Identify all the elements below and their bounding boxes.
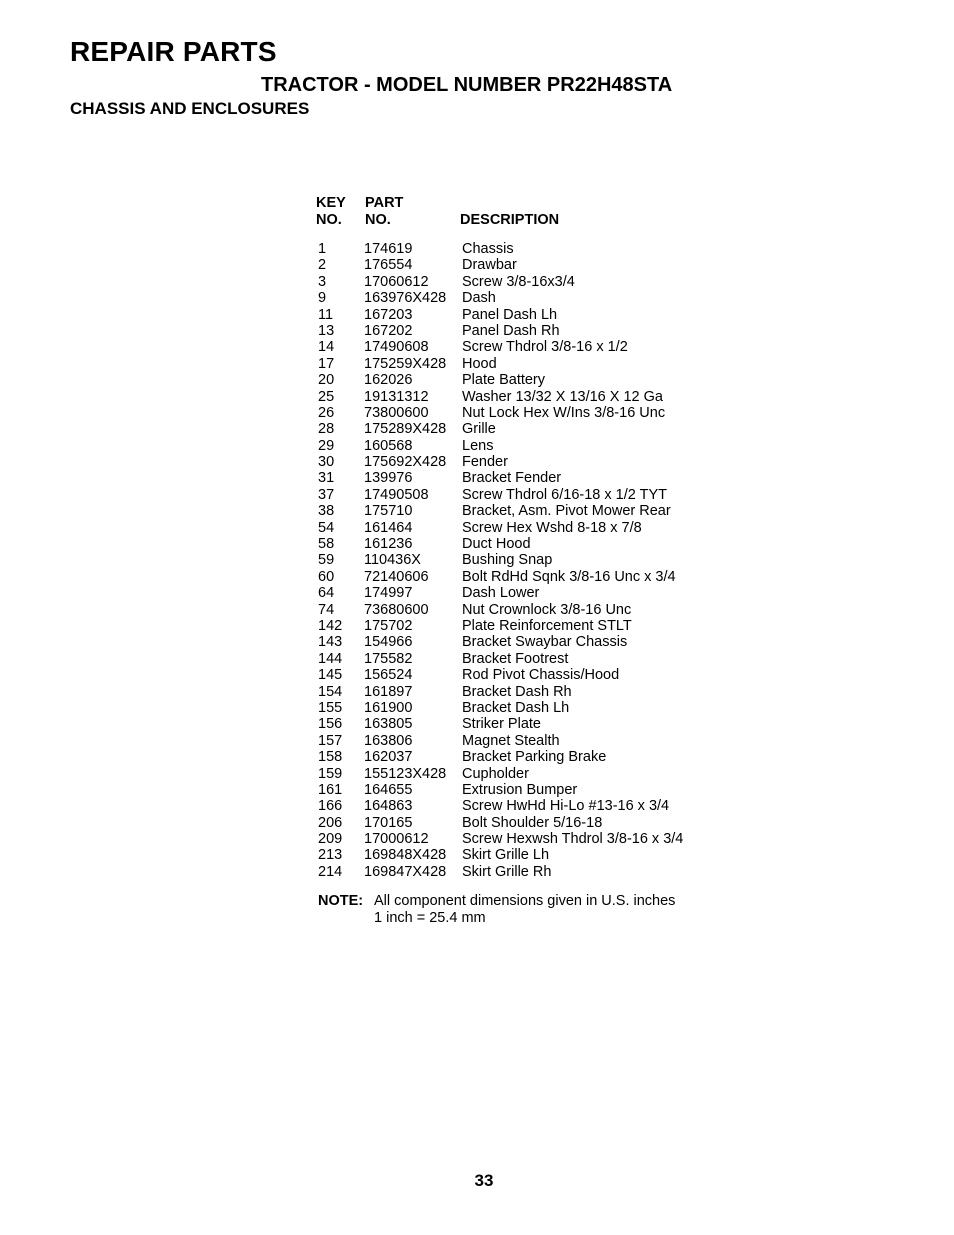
part-no-cell: 162026 <box>364 372 413 389</box>
table-row <box>316 241 736 257</box>
description-cell: Duct Hood <box>462 536 531 553</box>
key-no-cell: 54 <box>318 519 335 536</box>
parts-list <box>316 241 736 880</box>
table-row <box>316 618 736 634</box>
key-no-cell: 166 <box>318 798 343 815</box>
table-row <box>316 716 736 732</box>
description-cell: Chassis <box>462 241 514 257</box>
part-no-cell: 175259X428 <box>364 355 447 372</box>
description-cell: Bolt Shoulder 5/16-18 <box>462 814 603 831</box>
table-row <box>316 700 736 716</box>
description-cell: Hood <box>462 355 497 372</box>
part-header-line2: NO. <box>365 212 391 228</box>
table-row <box>316 274 736 290</box>
key-no-cell: 13 <box>318 322 335 339</box>
part-no-cell: 73680600 <box>364 601 429 618</box>
key-no-cell: 3 <box>318 273 327 290</box>
key-header-line1: KEY <box>316 195 346 211</box>
key-no-cell: 145 <box>318 667 343 684</box>
description-cell: Washer 13/32 X 13/16 X 12 Ga <box>462 388 663 405</box>
description-cell: Skirt Grille Rh <box>462 863 552 880</box>
table-row <box>316 520 736 536</box>
table-row <box>316 552 736 568</box>
part-no-cell: 175289X428 <box>364 421 447 438</box>
description-cell: Cupholder <box>462 765 529 782</box>
table-row <box>316 864 736 880</box>
part-no-cell: 73800600 <box>364 404 429 421</box>
part-no-cell: 163976X428 <box>364 290 447 307</box>
key-no-cell: 30 <box>318 454 335 471</box>
part-no-cell: 174619 <box>364 241 413 257</box>
description-cell: Plate Reinforcement STLT <box>462 617 632 634</box>
part-no-cell: 175582 <box>364 650 413 667</box>
part-no-cell: 155123X428 <box>364 765 447 782</box>
part-no-cell: 170165 <box>364 814 413 831</box>
table-row <box>316 569 736 585</box>
table-row <box>316 847 736 863</box>
part-no-cell: 162037 <box>364 749 413 766</box>
table-row <box>316 602 736 618</box>
note-line-2: 1 inch = 25.4 mm <box>374 909 486 926</box>
part-no-cell: 161464 <box>364 519 413 536</box>
key-no-cell: 2 <box>318 257 327 274</box>
table-row <box>316 798 736 814</box>
model-subtitle: TRACTOR - MODEL NUMBER PR22H48STA <box>261 74 673 96</box>
description-cell: Fender <box>462 454 508 471</box>
key-no-cell: 155 <box>318 699 343 716</box>
description-cell: Bracket Footrest <box>462 650 569 667</box>
description-cell: Grille <box>462 421 496 438</box>
part-no-cell: 19131312 <box>364 388 429 405</box>
key-no-header <box>316 195 346 229</box>
key-no-cell: 213 <box>318 847 343 864</box>
table-row <box>316 733 736 749</box>
key-no-cell: 31 <box>318 470 335 487</box>
description-cell: Bracket Fender <box>462 470 562 487</box>
part-no-cell: 169848X428 <box>364 847 447 864</box>
description-header: DESCRIPTION <box>460 212 560 228</box>
key-no-cell: 25 <box>318 388 335 405</box>
table-row <box>316 438 736 454</box>
description-cell: Panel Dash Lh <box>462 306 558 323</box>
part-no-cell: 163806 <box>364 732 413 749</box>
table-row <box>316 405 736 421</box>
page-title: REPAIR PARTS <box>70 36 277 67</box>
table-row <box>316 782 736 798</box>
part-no-cell: 17490608 <box>364 339 429 356</box>
description-cell: Bolt RdHd Sqnk 3/8-16 Unc x 3/4 <box>462 568 676 585</box>
table-row <box>316 307 736 323</box>
table-row <box>316 667 736 683</box>
table-row <box>316 257 736 273</box>
key-no-cell: 59 <box>318 552 335 569</box>
key-no-cell: 37 <box>318 486 335 503</box>
description-cell: Bracket Parking Brake <box>462 749 607 766</box>
part-no-cell: 72140606 <box>364 568 429 585</box>
key-no-cell: 11 <box>318 306 334 323</box>
description-cell: Rod Pivot Chassis/Hood <box>462 667 620 684</box>
note-label: NOTE: <box>318 893 364 910</box>
description-cell: Panel Dash Rh <box>462 322 560 339</box>
key-no-cell: 156 <box>318 716 343 733</box>
key-no-cell: 206 <box>318 814 343 831</box>
key-no-cell: 214 <box>318 863 343 880</box>
table-row <box>316 651 736 667</box>
part-no-cell: 156524 <box>364 667 413 684</box>
part-no-cell: 167203 <box>364 306 413 323</box>
dimension-note <box>316 893 736 927</box>
key-no-cell: 209 <box>318 831 343 848</box>
table-row <box>316 536 736 552</box>
description-cell: Screw Thdrol 6/16-18 x 1/2 TYT <box>462 486 667 503</box>
part-no-cell: 154966 <box>364 634 413 651</box>
table-row <box>316 356 736 372</box>
key-no-cell: 158 <box>318 749 343 766</box>
description-cell: Bracket Swaybar Chassis <box>462 634 628 651</box>
key-no-cell: 9 <box>318 290 327 307</box>
part-no-cell: 164655 <box>364 781 413 798</box>
part-no-cell: 175692X428 <box>364 454 447 471</box>
table-row <box>316 749 736 765</box>
description-cell: Plate Battery <box>462 372 546 389</box>
key-no-cell: 74 <box>318 601 335 618</box>
table-row <box>316 470 736 486</box>
note-text <box>374 893 675 926</box>
description-cell: Screw Hexwsh Thdrol 3/8-16 x 3/4 <box>462 831 684 848</box>
description-cell: Bushing Snap <box>462 552 553 569</box>
part-no-cell: 163805 <box>364 716 413 733</box>
part-no-cell: 110436X <box>364 552 421 569</box>
part-no-cell: 175702 <box>364 617 413 634</box>
key-no-cell: 1 <box>318 241 327 257</box>
description-cell: Nut Crownlock 3/8-16 Unc <box>462 601 632 618</box>
table-row <box>316 339 736 355</box>
key-no-cell: 17 <box>318 355 335 372</box>
key-no-cell: 14 <box>318 339 335 356</box>
description-cell: Striker Plate <box>462 716 541 733</box>
description-cell: Nut Lock Hex W/Ins 3/8-16 Unc <box>462 404 666 421</box>
key-no-cell: 26 <box>318 404 335 421</box>
table-row <box>316 503 736 519</box>
part-no-cell: 167202 <box>364 322 413 339</box>
part-no-cell: 161236 <box>364 536 413 553</box>
part-no-cell: 160568 <box>364 437 413 454</box>
key-no-cell: 58 <box>318 536 335 553</box>
key-header-line2: NO. <box>316 212 342 228</box>
table-row <box>316 454 736 470</box>
part-no-cell: 164863 <box>364 798 413 815</box>
table-row <box>316 815 736 831</box>
description-cell: Screw Thdrol 3/8-16 x 1/2 <box>462 339 628 356</box>
description-cell: Extrusion Bumper <box>462 781 578 798</box>
page-number: 33 <box>474 1171 494 1190</box>
key-no-cell: 29 <box>318 437 335 454</box>
part-no-cell: 17060612 <box>364 273 429 290</box>
table-row <box>316 634 736 650</box>
table-row <box>316 323 736 339</box>
table-row <box>316 487 736 503</box>
description-cell: Screw 3/8-16x3/4 <box>462 273 575 290</box>
section-title: CHASSIS AND ENCLOSURES <box>70 99 310 118</box>
part-no-cell: 169847X428 <box>364 863 447 880</box>
key-no-cell: 157 <box>318 732 343 749</box>
key-no-cell: 60 <box>318 568 335 585</box>
table-row <box>316 389 736 405</box>
description-cell: Skirt Grille Lh <box>462 847 550 864</box>
note-line-1: All component dimensions given in U.S. inches <box>374 893 676 910</box>
key-no-cell: 38 <box>318 503 335 520</box>
description-cell: Bracket Dash Lh <box>462 699 570 716</box>
key-no-cell: 154 <box>318 683 343 700</box>
description-cell: Bracket Dash Rh <box>462 683 572 700</box>
part-no-cell: 17490508 <box>364 486 429 503</box>
key-no-cell: 20 <box>318 372 335 389</box>
part-no-cell: 161897 <box>364 683 413 700</box>
table-row <box>316 372 736 388</box>
part-no-cell: 176554 <box>364 257 413 274</box>
part-no-header <box>365 195 403 229</box>
table-row <box>316 421 736 437</box>
table-row <box>316 766 736 782</box>
parts-table <box>316 195 736 927</box>
description-cell: Dash <box>462 290 496 307</box>
part-header-line1: PART <box>365 195 404 211</box>
table-row <box>316 684 736 700</box>
key-no-cell: 161 <box>318 781 343 798</box>
description-cell: Bracket, Asm. Pivot Mower Rear <box>462 503 671 520</box>
part-no-cell: 161900 <box>364 699 413 716</box>
table-row <box>316 831 736 847</box>
key-no-cell: 64 <box>318 585 335 602</box>
description-cell: Magnet Stealth <box>462 732 560 749</box>
key-no-cell: 159 <box>318 765 343 782</box>
table-row <box>316 585 736 601</box>
part-no-cell: 174997 <box>364 585 413 602</box>
description-cell: Screw HwHd Hi-Lo #13-16 x 3/4 <box>462 798 670 815</box>
description-cell: Screw Hex Wshd 8-18 x 7/8 <box>462 519 642 536</box>
table-row <box>316 290 736 306</box>
key-no-cell: 142 <box>318 617 343 634</box>
description-cell: Drawbar <box>462 257 517 274</box>
parts-table-header <box>316 195 736 237</box>
part-no-cell: 17000612 <box>364 831 429 848</box>
part-no-cell: 139976 <box>364 470 413 487</box>
description-cell: Lens <box>462 437 494 454</box>
part-no-cell: 175710 <box>364 503 413 520</box>
description-cell: Dash Lower <box>462 585 540 602</box>
key-no-cell: 28 <box>318 421 335 438</box>
key-no-cell: 143 <box>318 634 343 651</box>
key-no-cell: 144 <box>318 650 343 667</box>
